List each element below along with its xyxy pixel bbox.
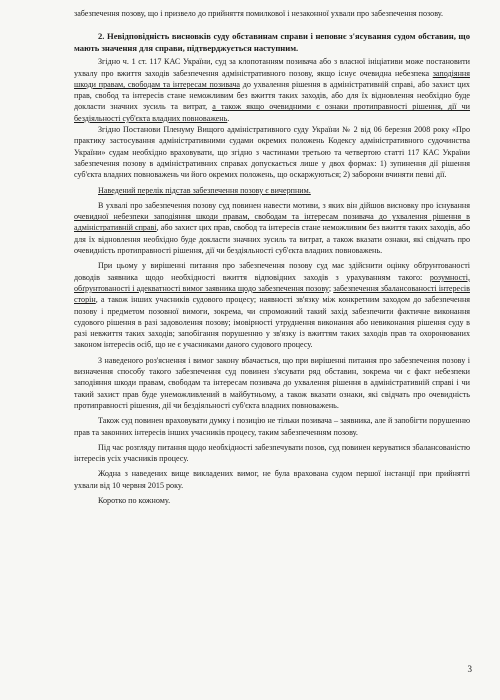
underlined-text: заподіяння шкоди правам, свободам та інтересам позивача — [74, 68, 470, 89]
text: , або захист цих прав, свобод та інтересів стане неможливим без вжиття таких заходів, або для їх відновлення необхідно буде докласти значних зусиль та витрат, а також вказати ознаки, які свідчать про очевидність протиправності рішення, дії чи бездіяльності суб'єкта владних повноважень. — [74, 223, 471, 256]
text: до ухвалення рішення в адміністративній справі, або захист цих прав, свобод та інтересів стане неможливим без вжиття таких заходів, або для їх відновлення необхідно буде докласти значних зусиль та витрат, — [74, 79, 470, 112]
underlined-text: а також якщо очевидними є ознаки протиправності рішення, дії чи бездіяльності суб'єкта владних повноважень — [74, 102, 471, 123]
paragraph-not-considered: Жодна з наведених вище викладених вимог, не була врахована судом першої інстанції при прийнятті ухвали від 10 червня 2015 року. — [74, 469, 470, 490]
underlined-text: Наведений перелік підстав забезпечення позову є вичерпним. — [98, 185, 311, 195]
text: , а також інших учасників судового процесу; наявності зв'язку між конкретним заходом до забезпечення позову і предметом позовної вимоги, зокрема, чи спроможний такий захід забезпечити фактичне виконання судового рішення в разі задоволення позову; імовірності утруднення виконання або невиконання рішення суду в разі невжиття таких заходів; запобігання порушенню у зв'язку із вжиттям таких заходів прав та охоронюваних законом інтересів осіб, що не є учасниками даного судового процесу. — [74, 295, 470, 350]
underlined-text: забезпечення збалансованості інтересів сторін — [74, 283, 470, 305]
text: В ухвалі про забезпечення позову суд повинен навести мотиви, з яких він дійшов висновку про існування — [98, 200, 470, 210]
underlined-text: розумності, обґрунтованості і адекватності вимог заявника щодо забезпечення позову — [74, 272, 470, 293]
paragraph-clarification: З наведеного роз'яснення і вимог закону вбачається, що при вирішенні питання про забезпечення позову і визначення способу такого забезпечення суд повинен з'ясувати ряд обставин, зокрема чи є факт небезпеки заподіяння шкоди правам, свободам та інтересам позивача до ухвалення рішення в адміністративній справі і чи такий захист прав буде унеможливлений в майбутньому, а також вказати ознаки, які свідчать про очевидність протиправності рішення, дії чи бездіяльності суб'єкта владних повноважень. — [74, 355, 470, 410]
section-heading: 2. Невідповідність висновків суду обставинам справи і неповнє з'ясування судом обставин, що мають значення для справи, підтверджується наступним. — [74, 31, 470, 53]
page-number: 3 — [467, 664, 472, 674]
text: При цьому у вирішенні питання про забезпечення позову суд має здійснити оцінку обґрунтованості доводів заявника щодо необхідності вжиття відповідних заходів з урахуванням такого: — [74, 261, 470, 282]
paragraph-article-117 — [74, 56, 470, 124]
paragraph-plenum-resolution: Згідно Постанови Пленуму Вищого адміністративного суду України № 2 від 06 березня 2008 року «Про практику застосування адміністративними судами окремих положень Кодексу адміністративного судочинства України» судам необхідно враховувати, що згідно з частинами третьою та четвертою статті 117 КАС України забезпечення позову в адміністративних справах допускається лише у двох формах: 1) зупинення дії рішення суб'єкта владних повноважень чи його окремих положень, що оскаржуються; 2) заборони вчиняти певні дії. — [74, 125, 470, 180]
paragraph-balance: Під час розгляду питання щодо необхідності забезпечувати позов, суд повинен керуватися збалансованістю інтересів усіх учасників процесу. — [74, 442, 470, 464]
underlined-text: очевидної небезпеки заподіяння шкоди правам, свободам та інтересам позивача до ухвалення рішення в адміністративній справі — [74, 212, 470, 233]
paragraph-assessment — [74, 260, 470, 350]
paragraph-intro: забезпечення позову, що і призвело до прийняття помилкової і незаконної ухвали про забезпечення позову. — [74, 9, 444, 18]
paragraph-exhaustive-list — [74, 185, 470, 196]
paragraph-briefly: Коротко по кожному. — [98, 495, 171, 505]
text: . — [227, 113, 230, 123]
paragraph-motives — [74, 200, 470, 256]
text: ; — [328, 283, 334, 293]
text: Згідно ч. 1 ст. 117 КАС України, суд за клопотанням позивача або з власної ініціативи може постановити ухвалу про вжиття заходів забезпечення адміністративного позову, якщо існує очевидна небезпека — [74, 57, 470, 78]
paragraph-opinion: Також суд повинен враховувати думку і позицію не тільки позивача – заявника, але й запобігти порушенню прав та законних інтересів інших учасників процесу, таким забезпеченням позову. — [74, 416, 470, 437]
